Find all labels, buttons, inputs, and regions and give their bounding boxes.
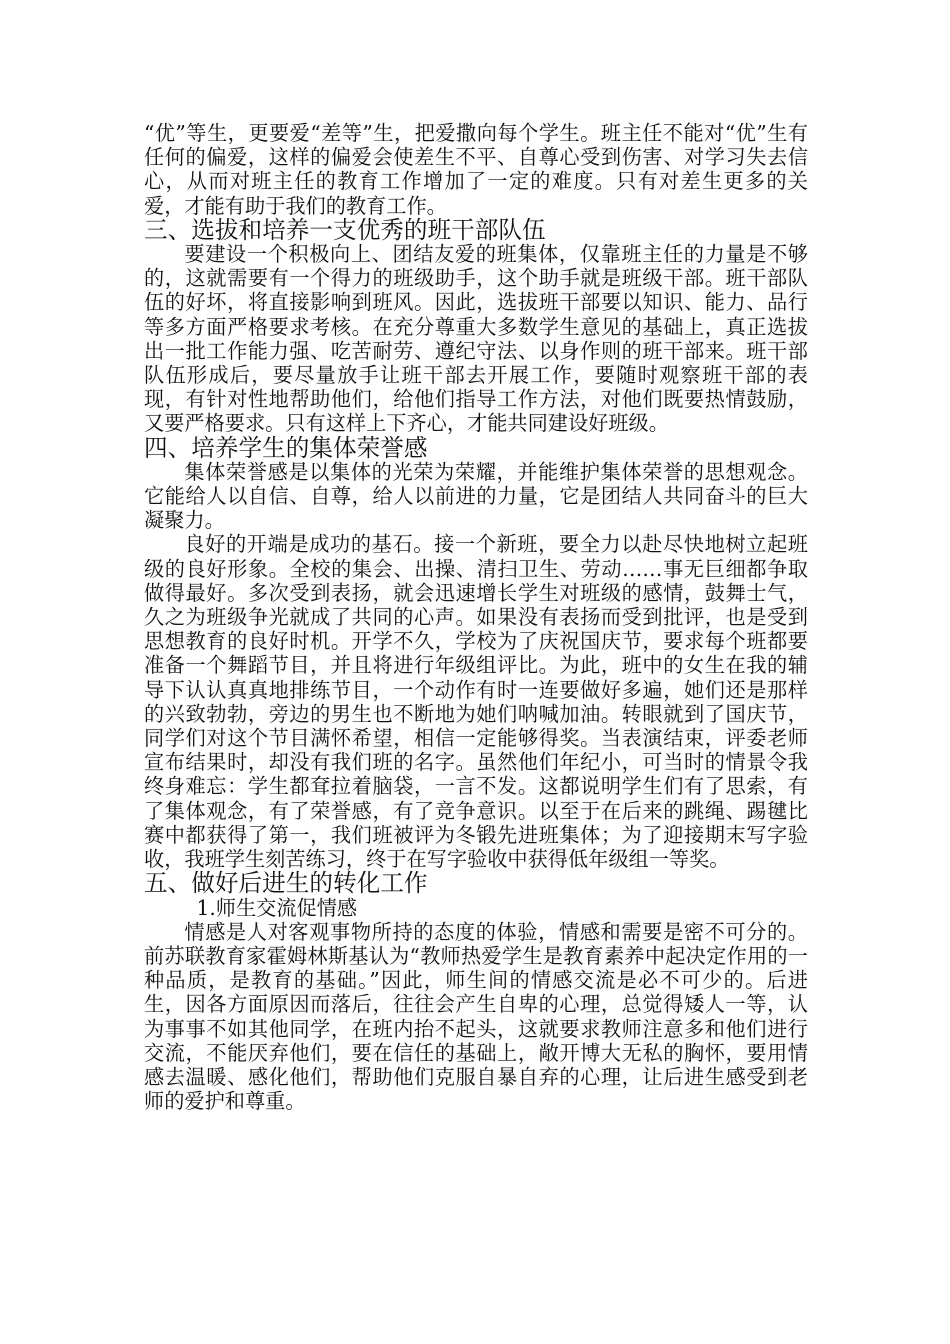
body-paragraph-4: 良好的开端是成功的基石。接一个新班，要全力以赴尽快地树立起班级的良好形象。全校的集会、出操、清扫卫生、劳动……事无巨细都争取做得最好。多次受到表扬，就会迅速增长学生对班级的感情，鼓舞士气，久之为班级争光就成了共同的心声。如果没有表扬而受到批评，也是受到思想教育的良好时机。开学不久，学校为了庆祝国庆节，要求每个班都要准备一个舞蹈节目，并且将进行年级组评比。为此，班中的女生在我的辅导下认认真真地排练节目，一个动作有时一连要做好多遍，她们还是那样的兴致勃勃，旁边的男生也不断地为她们呐喊加油。转眼就到了国庆节，同学们对这个节目满怀希望，相信一定能够得奖。当表演结束，评委老师宣布结果时，却没有我们班的名字。虽然他们年纪小，可当时的情景令我终身难忘：学生都耷拉着脑袋，一言不发。这都说明学生们有了思索，有了集体观念，有了荣誉感，有了竞争意识。以至于在后来的跳绳、踢毽比赛中都获得了第一，我们班被评为冬锻先进班集体；为了迎接期末写字验收，我班学生刻苦练习，终于在写字验收中获得低年级组一等奖。 bbox=[144, 532, 808, 872]
document-page bbox=[144, 121, 808, 1113]
section-heading-4: 四、培养学生的集体荣誉感 bbox=[144, 433, 428, 462]
body-paragraph-1: “优”等生，更要爱“差等”生，把爱撒向每个学生。班主任不能对“优”生有任何的偏爱，这样的偏爱会使差生不平、自尊心受到伤害、对学习失去信心，从而对班主任的教育工作增加了一定的难度。只有对差生更多的关爱，才能有助于我们的教育工作。 bbox=[144, 121, 808, 218]
section-heading-5: 五、做好后进生的转化工作 bbox=[144, 869, 428, 898]
section-heading-3: 三、选拔和培养一支优秀的班干部队伍 bbox=[144, 215, 546, 244]
body-paragraph-2: 要建设一个积极向上、团结友爱的班集体，仅靠班主任的力量是不够的，这就需要有一个得力的班级助手，这个助手就是班级干部。班干部队伍的好坏，将直接影响到班风。因此，选拔班干部要以知识、能力、品行等多方面严格要求考核。在充分尊重大多数学生意见的基础上，真正选拔出一批工作能力强、吃苦耐劳、遵纪守法、以身作则的班干部来。班干部队伍形成后，要尽量放手让班干部去开展工作，要随时观察班干部的表现，有针对性地帮助他们，给他们指导工作方法，对他们既要热情鼓励，又要严格要求。只有这样上下齐心，才能共同建设好班级。 bbox=[144, 242, 808, 436]
subsection-heading-5-1: 1.师生交流促情感 bbox=[196, 895, 358, 920]
body-paragraph-3: 集体荣誉感是以集体的光荣为荣耀，并能维护集体荣誉的思想观念。它能给人以自信、自尊，给人以前进的力量，它是团结人共同奋斗的巨大凝聚力。 bbox=[144, 459, 808, 533]
body-paragraph-5: 情感是人对客观事物所持的态度的体验，情感和需要是密不可分的。前苏联教育家霍姆林斯基认为“教师热爱学生是教育素养中起决定作用的一种品质，是教育的基础。”因此，师生间的情感交流是必不可少的。后进生，因各方面原因而落后，往往会产生自卑的心理，总觉得矮人一等，认为事事不如其他同学，在班内抬不起头，这就要求教师注意多和他们进行交流，不能厌弃他们，要在信任的基础上，敞开博大无私的胸怀，要用情感去温暖、感化他们，帮助他们克服自暴自弃的心理，让后进生感受到老师的爱护和尊重。 bbox=[144, 919, 808, 1114]
